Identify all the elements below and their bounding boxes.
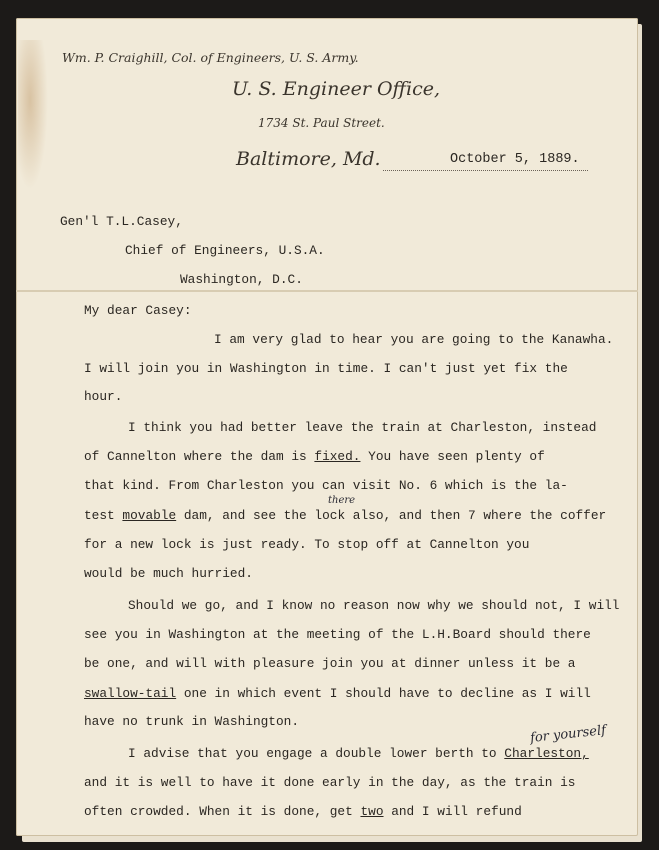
body-line: Should we go, and I know no reason now why we should not, I will: [128, 598, 620, 613]
fold-crease: [16, 290, 638, 292]
body-line: have no trunk in Washington.: [84, 714, 300, 729]
letterhead-office: U. S. Engineer Office,: [232, 78, 440, 100]
body-line: [128, 746, 589, 761]
body-line: I am very glad to hear you are going to the Kanawha.: [214, 332, 614, 347]
body-line: see you in Washington at the meeting of the L.H.Board should there: [84, 627, 591, 642]
body-text: and I will refund: [383, 804, 522, 819]
body-text: often crowded. When it is done, get: [84, 804, 361, 819]
body-line: would be much hurried.: [84, 566, 253, 581]
paper-stain: [18, 40, 48, 190]
body-line: [84, 686, 591, 701]
body-line: I will join you in Washington in time. I can't just yet fix the: [84, 361, 568, 376]
letterhead-city: Baltimore, Md.: [236, 148, 381, 170]
body-line: I think you had better leave the train at Charleston, instead: [128, 420, 597, 435]
body-line: [84, 449, 545, 464]
date-rule: [383, 170, 588, 171]
handwritten-insertion: there: [328, 495, 356, 506]
body-line: and it is well to have it done early in the day, as the train is: [84, 775, 576, 790]
body-text: I advise that you engage a double lower berth to: [128, 746, 505, 761]
body-text: dam, and see the lock also, and then 7 where the coffer: [176, 508, 607, 523]
letter-date: October 5, 1889.: [450, 152, 580, 167]
underlined-word: two: [360, 804, 384, 819]
body-text: You have seen plenty of: [360, 449, 545, 464]
body-line: hour.: [84, 389, 123, 404]
body-line: that kind. From Charleston you can visit No. 6 which is the la-: [84, 478, 568, 493]
body-line: be one, and will with pleasure join you at dinner unless it be a: [84, 656, 576, 671]
body-text: one in which event I should have to decline as I will: [176, 686, 591, 701]
letterhead-officer: Wm. P. Craighill, Col. of Engineers, U. S. Army.: [62, 50, 359, 65]
handwritten-insertion: for yourself: [529, 723, 607, 746]
address-title: Chief of Engineers, U.S.A.: [125, 243, 325, 258]
body-line: [84, 804, 522, 819]
body-text: of Cannelton where the dam is: [84, 449, 315, 464]
body-line: [84, 508, 606, 523]
underlined-word: movable: [122, 508, 177, 523]
address-city: Washington, D.C.: [180, 272, 303, 287]
underlined-word: fixed.: [314, 449, 361, 464]
body-line: for a new lock is just ready. To stop off at Cannelton you: [84, 537, 530, 552]
underlined-word: Charleston,: [504, 746, 589, 761]
address-name: Gen'l T.L.Casey,: [60, 214, 183, 229]
underlined-word: swallow-tail: [84, 686, 177, 701]
letterhead-street: 1734 St. Paul Street.: [258, 116, 385, 130]
body-text: test: [84, 508, 123, 523]
salutation: My dear Casey:: [84, 303, 192, 318]
